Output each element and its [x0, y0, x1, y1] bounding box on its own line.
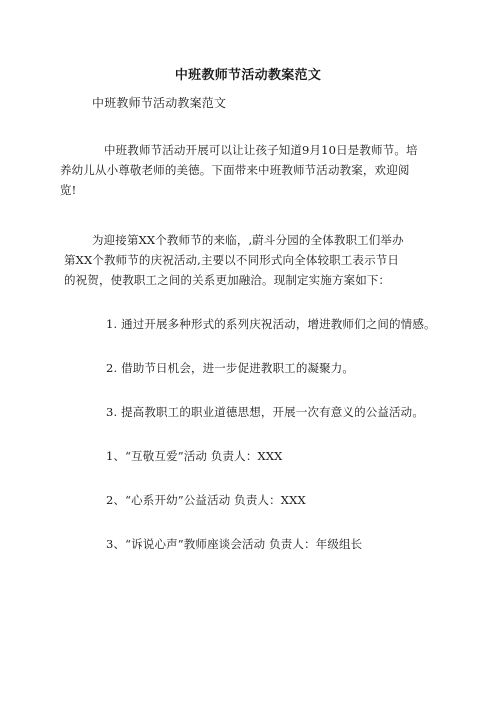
plan-paragraph [60, 230, 404, 290]
goal-item: 3. 提高教职工的职业道德思想，开展一次有意义的公益活动。 [106, 405, 424, 419]
plan-line: 第XX个教师节的庆祝活动,主要以不同形式向全体较职工表示节日 [64, 253, 400, 267]
activity-item: 2、“心系开幼”公益活动 负责人：XXX [106, 493, 306, 507]
activity-item: 3、“诉说心声”教师座谈会活动 负责人：年级组长 [106, 537, 363, 551]
goal-item: 1. 通过开展多种形式的系列庆祝活动，增进教师们之间的情感。 [106, 317, 436, 331]
plan-line: 为迎接第XX个教师节的来临，,蔚斗分园的全体教职工们举办 [92, 233, 404, 247]
plan-line: 的祝贺，使教职工之间的关系更加融洽。现制定实施方案如下： [64, 273, 391, 287]
intro-line: 中班教师节活动开展可以让让孩子知道9月10日是教师节。培 [104, 143, 418, 157]
document-title: 中班教师节活动教案范文 [174, 68, 322, 83]
document-subtitle: 中班教师节活动教案范文 [92, 96, 227, 110]
intro-line: 养幼儿从小尊敬老师的美德。下面带来中班教师节活动教案，欢迎阅 [60, 163, 410, 177]
goal-item: 2. 借助节日机会，进一步促进教职工的凝聚力。 [106, 361, 355, 375]
intro-paragraph [60, 140, 418, 200]
intro-line: 览! [60, 183, 77, 197]
activity-item: 1、“互敬互爱”活动 负责人：XXX [106, 449, 283, 463]
